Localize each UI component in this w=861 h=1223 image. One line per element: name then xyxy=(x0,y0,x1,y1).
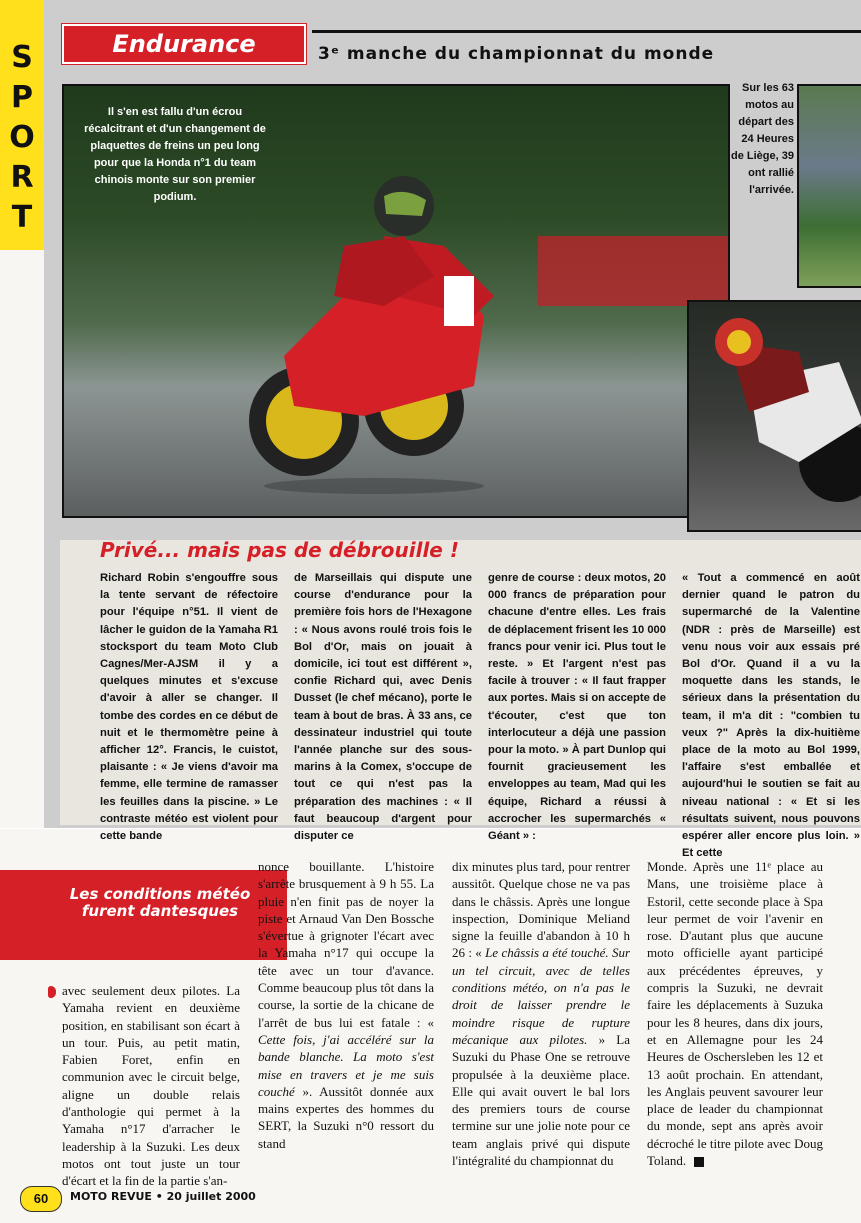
category-tag: Endurance xyxy=(62,24,306,64)
article-quote: Le châssis a été touché. Sur un tel circuit, avec de telles conditions météo, on n'a pas le droit de laisser prendre le moindre risque de rupture mécanique aux pilotes. xyxy=(452,945,631,1047)
article-text: Monde. Après une 11ᵉ place au Mans, une troisième place à Estoril, cette seconde place à Spa leur permet de voir l'avenir en rose. D'autant plus que aucune moto officielle ayant participé aux précédentes épreuves, y compris la Suzuki, ne devrait faire les déplacements à Suzuka pour les 8 heures, dans dix jours, et en Allemagne pour les 24 Heures de Oschersleben les 12 et 13 août prochain. En attendant, les Anglais peuvent savourer leur place de leader du championnat du monde, sept ans après avoir décroché le titre pilote avec Doug Toland. xyxy=(647,859,823,1169)
motorcycle-rider-illustration xyxy=(244,166,504,496)
header-rule xyxy=(312,30,861,33)
sidebar-column: Richard Robin s'engouffre sous la tente servant de réfectoire pour l'équipe n°51. Il vient de lâcher le guidon de la Yamaha R1 stocksport du team Moto Club Cagnes/Mer-AJSM il y a quelques minutes et s'excuse d'avoir à aller se changer. Il tombe des cordes en ce début de nuit et le thermomètre peine à afficher 12°. Francis, le cuistot, plaisante : « Je viens d'avoir ma femme, elle termine de ramasser les feuilles dans la piscine. » Le contraste météo est violent pour cette bande xyxy=(100,572,278,843)
section-letter: O xyxy=(9,120,35,155)
divider xyxy=(0,828,861,829)
article-text: » La Suzuki du Phase One se retrouve propulsée à la deuxième place. Elle qui avait ouvert le bal lors des premiers tours de course termine sur une jolie note pour ce team anglais privé qui dispute l'intégralité du championnat du xyxy=(452,1031,630,1169)
photo-caption: Il s'en est fallu d'un écrou récalcitrant et d'un changement de plaquettes de freins un peu long pour que la Honda n°1 du team chinois monte sur son premier podium. xyxy=(84,106,266,203)
sidebar-column: de Marseillais qui dispute une course d'endurance pour la première fois hors de l'Hexagone : « Nous avons roulé trois fois le Bol d'Or, mais on jouait à domicile, ici tout est différent », confie Richard qui, avec Denis Dusset (le chef mécano), porte le team à bout de bras. À 33 ans, ce dessinateur industriel qui toute l'année planche sur des sous-marins à la Comex, s'occupe de tout ce qui n'est pas la préparation des machines : « Il faut beaucoup d'argent pour disputer ce xyxy=(294,572,472,843)
article-column xyxy=(647,858,823,1169)
article-subhead: 3ᵉ manche du championnat du monde xyxy=(318,44,715,64)
rider-photo xyxy=(687,300,861,532)
sidebar-title: Privé... mais pas de débrouille ! xyxy=(100,538,459,562)
motorcycle-rider-illustration xyxy=(689,302,861,530)
section-letter: T xyxy=(11,200,33,235)
section-letter: S xyxy=(11,40,33,75)
article-column xyxy=(258,858,434,1152)
article-column: avec seulement deux pilotes. La Yamaha revient en deuxième position, en stabilisant son écart à un tour. Puis, au petit matin, Fabien Foret, enfin en communion avec le circuit belge, aligne un double relais d'anthologie qui permet à la Yamaha n°17 d'arracher le leadership à la Suzuki. Les deux motos ont tout juste un tour d'écart et la fin de la partie s'an- xyxy=(62,983,240,1189)
side-photo-caption: Sur les 63 motos au départ des 24 Heures de Liège, 39 ont rallié l'arrivée. xyxy=(731,82,794,196)
pullquote-box xyxy=(0,870,287,960)
article-quote: Cette fois, j'ai accéléré sur la bande blanche. La moto s'est mise en travers et je me suis couché xyxy=(258,1031,434,1099)
circuit-photo xyxy=(797,84,861,288)
page-number: 60 xyxy=(20,1186,62,1212)
article-column xyxy=(452,858,630,1169)
paragraph-bullet-icon xyxy=(48,986,56,998)
section-letter: R xyxy=(10,160,34,195)
article-text: dix minutes plus tard, pour rentrer aussitôt. Quelque chose ne va pas dans le châssis. Après une longue inspection, Dominique Meliand signe la feuille d'abandon à 10 h 26 : « xyxy=(452,859,630,961)
pullquote-text: Les conditions météo furent dantesques xyxy=(69,885,251,920)
sponsor-banner xyxy=(538,236,728,306)
section-tab-sport xyxy=(0,0,44,250)
article-text: ». Aussitôt donnée aux mains expertes des hommes du SERT, la Suzuki n°0 ressort du stand xyxy=(258,1083,434,1151)
sidebar-column: « Tout a commencé en août dernier quand le patron du supermarché de la Valentine (NDR : près de Marseille) est venu nous voir aux essais pré Bol d'Or. Quand il a vu la moquette dans les stands, le sérieux dans la présentation du team, il m'a dit : "combien tu veux ?" Après la dix-huitième place de la moto au Bol 1999, l'affaire s'est emballée et aujourd'hui le soutien se fait au niveau national : « Et si les résultats suivent, nous pouvons espérer aller encore plus loin. » Et cette xyxy=(682,572,860,860)
magazine-footer: MOTO REVUE • 20 juillet 2000 xyxy=(70,1190,256,1203)
end-of-article-icon xyxy=(694,1157,704,1167)
sidebar-column: genre de course : deux motos, 20 000 francs de préparation pour chacune d'entre elles. Les frais de déplacement frisent les 10 000 francs pour venir ici. Plus tout le reste. » Et l'argent n'est pas facile à trouver : « Il faut frapper aux portes. Mais si on accepte de t'écouter, c'est que ton interlocuteur a déjà une passion pour la moto. » À part Dunlop qui fournit gracieusement les enveloppes au team, Mad qui les équipe, Richard a réussi à accrocher les supermarchés « Géant » : xyxy=(488,572,666,843)
section-letter: P xyxy=(11,80,33,115)
article-text: nonce bouillante. L'histoire s'arrête brusquement à 9 h 55. La pluie n'en finit pas de noyer la piste et Arnaud Van Den Bossche s'évertue à grignoter l'écart avec la Yamaha n°17 qui occupe la tête avec un tour d'avance. Comme beaucoup plus tôt dans la course, la sortie de la chicane de l'arrêt de bus lui est fatale : « xyxy=(258,859,434,1030)
